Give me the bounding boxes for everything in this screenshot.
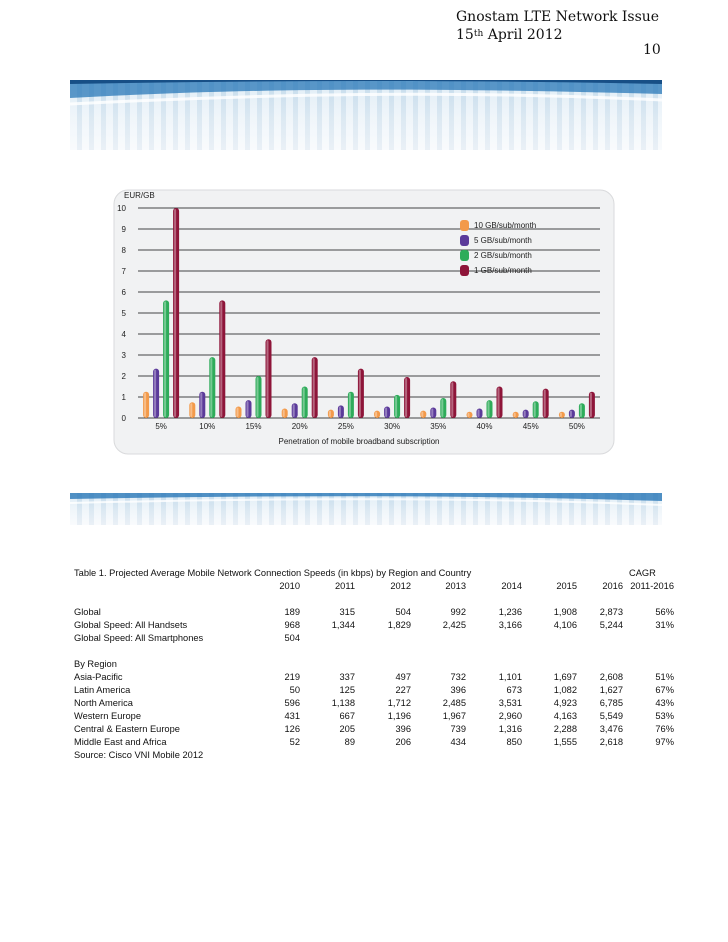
legend-swatch [460, 235, 469, 246]
y-tick-label: 2 [121, 372, 126, 381]
bar-highlight [293, 404, 295, 417]
date-rest: April 2012 [487, 27, 563, 43]
cell-value: 4,923 [553, 698, 577, 708]
cell-value [577, 632, 623, 645]
bar [302, 387, 308, 419]
cell-value: 2,608 [599, 672, 623, 682]
legend-label: 1 GB/sub/month [474, 266, 532, 275]
cell-value: 431 [284, 711, 300, 721]
bar-highlight [220, 301, 222, 417]
bar [292, 403, 298, 418]
cell-value: 56% [655, 607, 674, 617]
cell-value: 5,549 [599, 711, 623, 721]
bar [579, 403, 585, 418]
y-tick-label: 6 [121, 288, 126, 297]
cell-value: 97% [655, 737, 674, 747]
bar [282, 409, 288, 418]
cell-value: 189 [284, 607, 300, 617]
x-tick-label: 15% [245, 422, 262, 431]
row-label: Global Speed: All Smartphones [74, 633, 204, 643]
cell-value: 53% [655, 711, 674, 721]
cell-value: 206 [395, 737, 411, 747]
y-tick-label: 0 [121, 414, 126, 423]
bar-highlight [349, 393, 351, 417]
bar-highlight [154, 370, 156, 417]
cell-value: 396 [395, 724, 411, 734]
bar-highlight [590, 393, 592, 417]
bar-highlight [451, 382, 453, 417]
cell-value [623, 632, 674, 645]
col-header: 2014 [501, 581, 522, 591]
bar-highlight [190, 403, 192, 417]
bar-highlight [257, 377, 259, 417]
cell-value: 1,697 [553, 672, 577, 682]
cell-value: 1,236 [498, 607, 522, 617]
price-chart [108, 188, 620, 463]
x-tick-label: 5% [155, 422, 167, 431]
cell-value: 1,344 [331, 620, 355, 630]
cell-value: 76% [655, 724, 674, 734]
cell-value: 4,106 [553, 620, 577, 630]
cell-value: 205 [339, 724, 355, 734]
cell-value: 2,425 [442, 620, 466, 630]
y-tick-label: 8 [121, 246, 126, 255]
cell-value: 3,166 [498, 620, 522, 630]
cell-value: 732 [450, 672, 466, 682]
table-row [74, 723, 674, 736]
bar-highlight [247, 401, 249, 417]
cell-value: 1,138 [331, 698, 355, 708]
row-label: Latin America [74, 685, 131, 695]
legend-label: 2 GB/sub/month [474, 251, 532, 260]
bar-highlight [544, 390, 546, 417]
cell-value: 126 [284, 724, 300, 734]
x-tick-label: 45% [522, 422, 539, 431]
cell-value: 337 [339, 672, 355, 682]
bar-highlight [488, 401, 490, 417]
bar-highlight [478, 410, 480, 417]
cell-value: 1,316 [498, 724, 522, 734]
cell-value: 992 [450, 607, 466, 617]
cell-value: 850 [506, 737, 522, 747]
cell-value: 1,967 [442, 711, 466, 721]
cell-value: 504 [395, 607, 411, 617]
cell-value: 3,531 [498, 698, 522, 708]
decorative-banner-top [70, 80, 662, 150]
y-tick-label: 9 [121, 225, 126, 234]
col-header: 2015 [556, 581, 577, 591]
cell-value: 227 [395, 685, 411, 695]
cell-value: 51% [655, 672, 674, 682]
region-heading: By Region [74, 659, 117, 669]
bar-highlight [468, 413, 470, 417]
bar-highlight [395, 396, 397, 417]
cell-value: 89 [344, 737, 355, 747]
bar-highlight [524, 411, 526, 417]
bar [143, 392, 149, 418]
cell-value: 1,082 [553, 685, 577, 695]
region-heading-row [74, 658, 674, 671]
bar [569, 410, 575, 418]
cell-value: 2,960 [498, 711, 522, 721]
bar-highlight [359, 370, 361, 417]
bar-highlight [164, 301, 166, 417]
page-number: 10 [643, 42, 661, 58]
table-row [74, 684, 674, 697]
bar-highlight [210, 358, 212, 417]
legend-swatch [460, 265, 469, 276]
table-header-row [74, 580, 674, 593]
bar-highlight [514, 413, 516, 417]
cell-value: 667 [339, 711, 355, 721]
bar-highlight [385, 407, 387, 417]
bar-highlight [405, 378, 407, 417]
decorative-banner-bottom [70, 493, 662, 525]
cell-value: 596 [284, 698, 300, 708]
cell-value: 434 [450, 737, 466, 747]
y-tick-label: 1 [121, 393, 126, 402]
cell-value [522, 632, 577, 645]
chart-svg [108, 188, 620, 458]
date-suffix: th [473, 29, 484, 39]
cell-value: 1,627 [599, 685, 623, 695]
bar-highlight [431, 409, 433, 418]
row-label: Western Europe [74, 711, 142, 721]
row-label: Asia-Pacific [74, 672, 123, 682]
cell-value: 2,873 [599, 607, 623, 617]
row-label: Central & Eastern Europe [74, 724, 180, 734]
table-row [74, 671, 674, 684]
cell-value [411, 632, 466, 645]
row-label: Middle East and Africa [74, 737, 167, 747]
bar-highlight [329, 411, 331, 417]
x-tick-label: 35% [430, 422, 447, 431]
cell-value: 396 [450, 685, 466, 695]
cagr-label: CAGR [629, 568, 656, 578]
table-row [74, 697, 674, 710]
cell-value: 673 [506, 685, 522, 695]
bar-highlight [303, 388, 305, 418]
y-tick-label: 5 [121, 309, 126, 318]
bar-highlight [283, 410, 285, 417]
cell-value: 4,163 [553, 711, 577, 721]
legend-swatch [460, 220, 469, 231]
row-label: North America [74, 698, 133, 708]
col-header: 2011 [335, 581, 355, 591]
cell-value: 315 [339, 607, 355, 617]
row-label: Global [74, 607, 101, 617]
cell-value: 1,555 [553, 737, 577, 747]
date-day: 15 [456, 27, 474, 43]
cell-value: 1,101 [498, 672, 522, 682]
legend-swatch [460, 250, 469, 261]
x-tick-label: 25% [337, 422, 354, 431]
bar-highlight [144, 393, 146, 417]
cell-value: 2,618 [599, 737, 623, 747]
cell-value: 1,196 [387, 711, 411, 721]
bar-highlight [237, 407, 239, 417]
document-date [456, 26, 659, 44]
x-tick-label: 20% [291, 422, 308, 431]
col-header: 2012 [390, 581, 411, 591]
cell-value: 2,485 [442, 698, 466, 708]
cell-value: 52 [289, 737, 300, 747]
table-caption-row [74, 567, 674, 580]
cell-value: 968 [284, 620, 300, 630]
bar-highlight [580, 404, 582, 417]
bar [163, 300, 169, 418]
bar [312, 357, 318, 418]
source-row [74, 749, 674, 762]
col-header: 2011-2016 [630, 581, 674, 591]
cell-value: 739 [450, 724, 466, 734]
document-header [456, 8, 659, 44]
table-source: Source: Cisco VNI Mobile 2012 [74, 750, 204, 760]
cell-value: 5,244 [599, 620, 623, 630]
cell-value: 67% [655, 685, 674, 695]
y-axis-label: EUR/GB [124, 191, 155, 200]
bar [173, 208, 179, 418]
y-tick-label: 4 [121, 330, 126, 339]
document-title: Gnostam LTE Network Issue [456, 9, 660, 25]
x-tick-label: 30% [384, 422, 401, 431]
cell-value: 6,785 [599, 698, 623, 708]
cell-value [300, 632, 355, 645]
table-row [74, 632, 674, 645]
col-header: 2016 [602, 581, 623, 591]
bar-highlight [339, 406, 341, 417]
table-row [74, 606, 674, 619]
y-tick-label: 10 [117, 204, 126, 213]
cell-value: 504 [284, 633, 300, 643]
spacer-row [74, 645, 674, 658]
x-tick-label: 40% [476, 422, 493, 431]
col-header: 2013 [445, 581, 466, 591]
bar-highlight [200, 393, 202, 417]
banner-wave-graphic-bottom [70, 493, 662, 525]
cell-value: 1,829 [387, 620, 411, 630]
bar-highlight [498, 388, 500, 418]
bar-highlight [267, 340, 269, 417]
col-header: 2010 [279, 581, 300, 591]
table-row [74, 710, 674, 723]
cell-value: 497 [395, 672, 411, 682]
table-caption: Table 1. Projected Average Mobile Network Connection Speeds (in kbps) by Region and Country [74, 568, 472, 578]
bar-highlight [560, 413, 562, 417]
cell-value [466, 632, 522, 645]
bar-highlight [441, 399, 443, 417]
y-tick-label: 3 [121, 351, 126, 360]
legend-label: 10 GB/sub/month [474, 221, 537, 230]
bar [559, 412, 565, 418]
banner-wave-graphic [70, 80, 662, 150]
cell-value [355, 632, 411, 645]
table-row [74, 736, 674, 749]
table-row [74, 619, 674, 632]
bar-highlight [421, 412, 423, 417]
cell-value: 1,908 [553, 607, 577, 617]
chart-panel [114, 190, 614, 454]
bar [589, 392, 595, 418]
cell-value: 2,288 [553, 724, 577, 734]
bar [153, 369, 159, 418]
bar-highlight [375, 412, 377, 417]
spacer-row [74, 593, 674, 606]
y-tick-label: 7 [121, 267, 126, 276]
cell-value: 31% [655, 620, 674, 630]
cell-value: 3,476 [599, 724, 623, 734]
bar-highlight [313, 358, 315, 417]
legend-label: 5 GB/sub/month [474, 236, 532, 245]
bar-highlight [570, 411, 572, 417]
cell-value: 43% [655, 698, 674, 708]
bar-highlight [534, 402, 536, 417]
row-label: Global Speed: All Handsets [74, 620, 188, 630]
cell-value: 50 [289, 685, 300, 695]
x-tick-label: 10% [199, 422, 216, 431]
x-axis-label: Penetration of mobile broadband subscription [278, 437, 440, 446]
bar-highlight [174, 209, 176, 417]
speeds-table [74, 567, 674, 762]
x-tick-label: 50% [568, 422, 585, 431]
cell-value: 219 [284, 672, 300, 682]
cell-value: 1,712 [387, 698, 411, 708]
cell-value: 125 [339, 685, 355, 695]
